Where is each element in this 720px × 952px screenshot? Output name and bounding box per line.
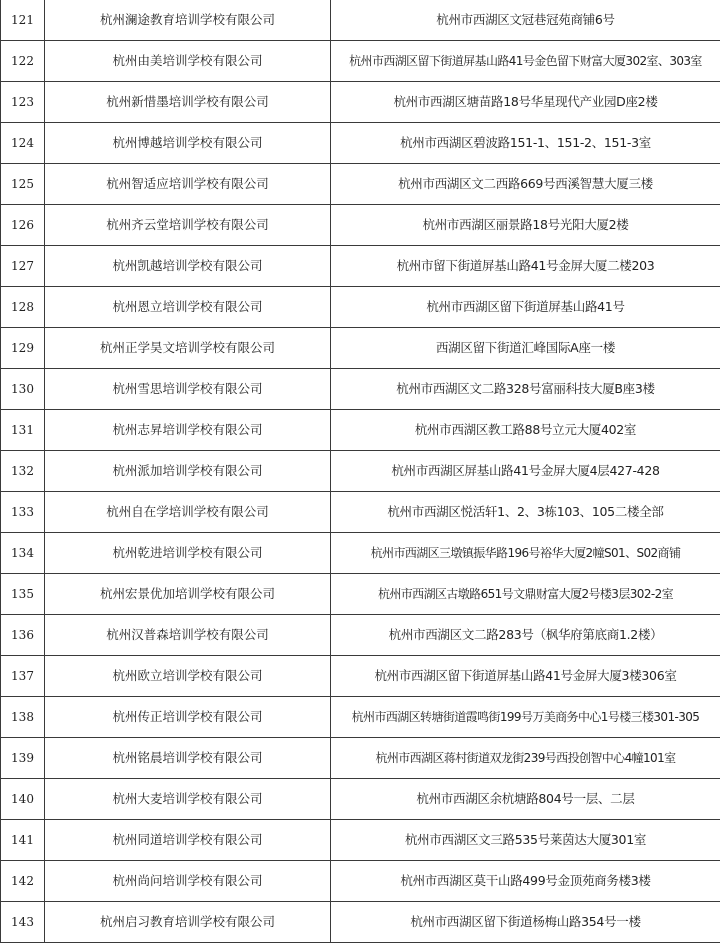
row-number: 124 xyxy=(1,123,45,164)
table-row xyxy=(1,656,720,697)
table-row xyxy=(1,492,720,533)
school-address: 杭州市西湖区留下街道屏基山路41号金屏大厦3楼306室 xyxy=(331,656,720,697)
table-row xyxy=(1,410,720,451)
table-body xyxy=(1,0,720,943)
table-row xyxy=(1,287,720,328)
school-address: 杭州市西湖区文二西路669号西溪智慧大厦三楼 xyxy=(331,164,720,205)
table-row xyxy=(1,615,720,656)
school-address: 杭州市西湖区转塘街道霞鸣街199号万美商务中心1号楼三楼301-305 xyxy=(331,697,720,738)
school-address: 杭州市西湖区文二路328号富丽科技大厦B座3楼 xyxy=(331,369,720,410)
row-number: 134 xyxy=(1,533,45,574)
school-address: 杭州市西湖区屏基山路41号金屏大厦4层427-428 xyxy=(331,451,720,492)
school-address: 杭州市西湖区悦活轩1、2、3栋103、105二楼全部 xyxy=(331,492,720,533)
row-number: 143 xyxy=(1,902,45,943)
school-address: 杭州市西湖区三墩镇振华路196号裕华大厦2幢S01、S02商铺 xyxy=(331,533,720,574)
school-address: 杭州市西湖区文二路283号（枫华府第底商1.2楼） xyxy=(331,615,720,656)
school-address: 杭州市西湖区碧波路151-1、151-2、151-3室 xyxy=(331,123,720,164)
school-address: 西湖区留下街道汇峰国际A座一楼 xyxy=(331,328,720,369)
school-address: 杭州市西湖区文冠巷冠苑商铺6号 xyxy=(331,0,720,41)
school-name: 杭州尚问培训学校有限公司 xyxy=(45,861,331,902)
table-row xyxy=(1,246,720,287)
school-name: 杭州博越培训学校有限公司 xyxy=(45,123,331,164)
school-name: 杭州雪思培训学校有限公司 xyxy=(45,369,331,410)
school-name: 杭州齐云堂培训学校有限公司 xyxy=(45,205,331,246)
school-address: 杭州市西湖区蒋村街道双龙街239号西投创智中心4幢101室 xyxy=(331,738,720,779)
row-number: 131 xyxy=(1,410,45,451)
school-address: 杭州市西湖区留下街道屏基山路41号金色留下财富大厦302室、303室 xyxy=(331,41,720,82)
school-address: 杭州市西湖区丽景路18号光阳大厦2楼 xyxy=(331,205,720,246)
school-address: 杭州市西湖区莫干山路499号金顶苑商务楼3楼 xyxy=(331,861,720,902)
table-row xyxy=(1,779,720,820)
school-name: 杭州同道培训学校有限公司 xyxy=(45,820,331,861)
table-row xyxy=(1,451,720,492)
table-row xyxy=(1,861,720,902)
school-name: 杭州恩立培训学校有限公司 xyxy=(45,287,331,328)
table-row xyxy=(1,328,720,369)
row-number: 129 xyxy=(1,328,45,369)
school-name: 杭州澜途教育培训学校有限公司 xyxy=(45,0,331,41)
row-number: 133 xyxy=(1,492,45,533)
row-number: 139 xyxy=(1,738,45,779)
row-number: 121 xyxy=(1,0,45,41)
school-name: 杭州欧立培训学校有限公司 xyxy=(45,656,331,697)
school-address: 杭州市西湖区文三路535号莱茵达大厦301室 xyxy=(331,820,720,861)
school-name: 杭州汉普森培训学校有限公司 xyxy=(45,615,331,656)
row-number: 137 xyxy=(1,656,45,697)
table-row xyxy=(1,820,720,861)
school-address: 杭州市西湖区余杭塘路804号一层、二层 xyxy=(331,779,720,820)
row-number: 138 xyxy=(1,697,45,738)
table-row xyxy=(1,0,720,41)
row-number: 128 xyxy=(1,287,45,328)
school-name: 杭州新惜墨培训学校有限公司 xyxy=(45,82,331,123)
table-row xyxy=(1,41,720,82)
table-row xyxy=(1,205,720,246)
school-name: 杭州自在学培训学校有限公司 xyxy=(45,492,331,533)
table-row xyxy=(1,533,720,574)
row-number: 140 xyxy=(1,779,45,820)
table-row xyxy=(1,697,720,738)
school-address: 杭州市西湖区古墩路651号文鼎财富大厦2号楼3层302-2室 xyxy=(331,574,720,615)
school-address: 杭州市留下街道屏基山路41号金屏大厦二楼203 xyxy=(331,246,720,287)
row-number: 136 xyxy=(1,615,45,656)
row-number: 127 xyxy=(1,246,45,287)
row-number: 122 xyxy=(1,41,45,82)
row-number: 130 xyxy=(1,369,45,410)
school-name: 杭州智适应培训学校有限公司 xyxy=(45,164,331,205)
school-address: 杭州市西湖区塘苗路18号华星现代产业园D座2楼 xyxy=(331,82,720,123)
school-name: 杭州正学昊文培训学校有限公司 xyxy=(45,328,331,369)
table-row xyxy=(1,82,720,123)
row-number: 142 xyxy=(1,861,45,902)
table-row xyxy=(1,902,720,943)
school-name: 杭州传正培训学校有限公司 xyxy=(45,697,331,738)
school-name: 杭州由美培训学校有限公司 xyxy=(45,41,331,82)
table-row xyxy=(1,164,720,205)
school-name: 杭州志昇培训学校有限公司 xyxy=(45,410,331,451)
table-row xyxy=(1,574,720,615)
table-row xyxy=(1,123,720,164)
table-row xyxy=(1,738,720,779)
school-name: 杭州凯越培训学校有限公司 xyxy=(45,246,331,287)
row-number: 132 xyxy=(1,451,45,492)
school-address: 杭州市西湖区留下街道屏基山路41号 xyxy=(331,287,720,328)
school-address: 杭州市西湖区教工路88号立元大厦402室 xyxy=(331,410,720,451)
row-number: 125 xyxy=(1,164,45,205)
row-number: 123 xyxy=(1,82,45,123)
row-number: 126 xyxy=(1,205,45,246)
school-name: 杭州派加培训学校有限公司 xyxy=(45,451,331,492)
school-name: 杭州乾进培训学校有限公司 xyxy=(45,533,331,574)
row-number: 135 xyxy=(1,574,45,615)
school-name: 杭州启习教育培训学校有限公司 xyxy=(45,902,331,943)
school-name: 杭州宏景优加培训学校有限公司 xyxy=(45,574,331,615)
school-name: 杭州铭晨培训学校有限公司 xyxy=(45,738,331,779)
school-address: 杭州市西湖区留下街道杨梅山路354号一楼 xyxy=(331,902,720,943)
row-number: 141 xyxy=(1,820,45,861)
school-name: 杭州大麦培训学校有限公司 xyxy=(45,779,331,820)
table-row xyxy=(1,369,720,410)
